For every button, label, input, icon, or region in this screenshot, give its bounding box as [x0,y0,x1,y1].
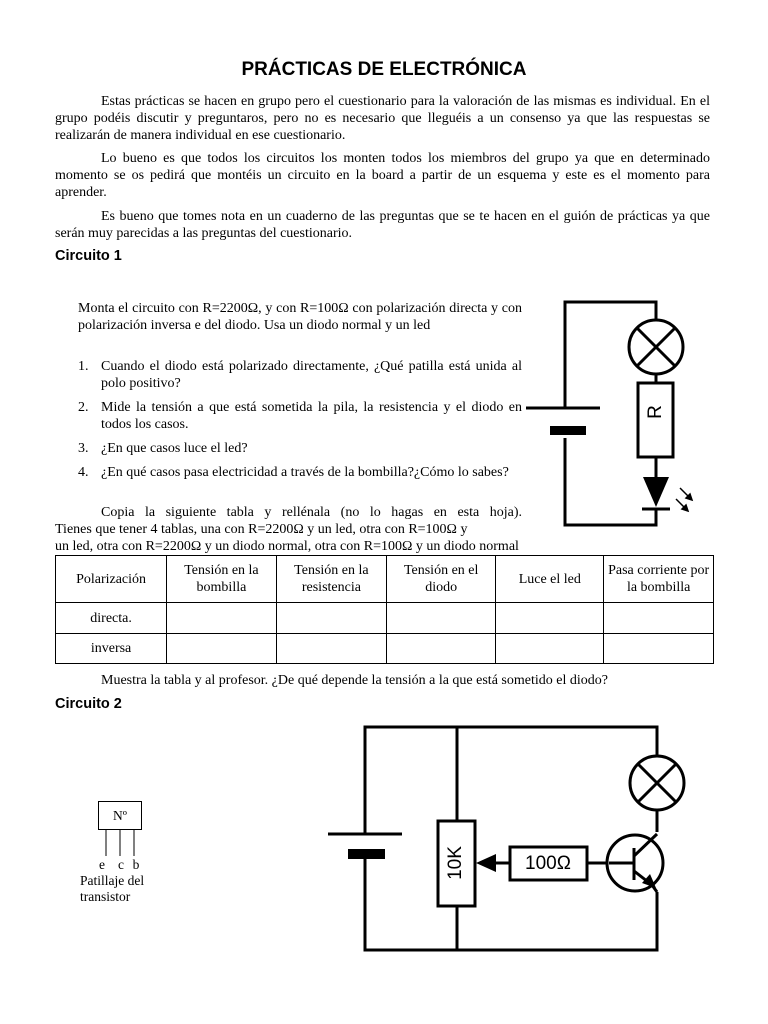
intro-paragraph-2: Lo bueno es que todos los circuitos los monten todos los miembros del grupo ya que en determinado momento se os pedirá que montéis un circuito en la board a partir de un esquema y este es el momento para aprender. [55,151,710,200]
table-cell [276,603,386,634]
circuit2-schematic [320,720,700,960]
table-header: Tensión en el diodo [387,556,496,603]
table-cell [496,603,604,634]
resistor-label: R [645,405,667,419]
table-cell: inversa [56,634,167,664]
table-header: Polarización [56,556,167,603]
question-item: 3. ¿En que casos luce el led? [78,441,248,456]
wiper-arrow-icon [476,854,496,872]
question-item: 1. Cuando el diodo está polarizado directamente, ¿Qué patilla está unida al polo positivo? [78,359,522,391]
transistor-pinout-box [98,801,142,830]
transistor-pin-leads [98,830,148,860]
circuit1-schematic [520,295,720,535]
table-header: Tensión en la resistencia [276,556,386,603]
table-row [56,603,714,634]
transistor-box-label: Nº [113,808,127,823]
table-cell: directa. [56,603,167,634]
table-cell [604,634,714,664]
copy-instruction-line-3: un led, otra con R=2200Ω y un diodo normal, otra con R=100Ω y un diodo normal [55,539,519,554]
copy-instruction-line-2: Tienes que tener 4 tablas, una con R=2200Ω y un led, otra con R=100Ω y [55,522,468,537]
resistor-100-label: 100Ω [525,853,571,875]
page-title: PRÁCTICAS DE ELECTRÓNICA [241,59,527,80]
intro-paragraph-1: Estas prácticas se hacen en grupo pero el cuestionario para la valoración de las mismas es individual. En el grupo podéis discutir y preguntaros, pero no es necesario que lleguéis a un consenso ya que las respuestas se realizarán de manera individual en ese cuestionario. [55,94,710,143]
diode-icon [643,477,669,507]
table-cell [276,634,386,664]
battery-negative-plate [550,426,586,435]
table-cell [167,634,277,664]
table-cell [387,634,496,664]
table-header: Tensión en la bombilla [167,556,277,603]
table-cell [496,634,604,664]
pin-c-label: c [118,857,124,872]
battery-negative-plate [348,849,385,859]
results-table [55,555,714,664]
circuit1-heading: Circuito 1 [55,248,122,264]
question-item: 4. ¿En qué casos pasa electricidad a través de la bombilla?¿Cómo lo sabes? [78,465,509,480]
intro-paragraph-3: Es bueno que tomes nota en un cuaderno de las preguntas que se te hacen en el guión de prácticas ya que serán muy parecidas a las preguntas del cuestionario. [55,209,710,241]
after-table-text: Muestra la tabla y al profesor. ¿De qué depende la tensión a la que está sometido el diodo? [101,673,608,688]
question-item: 2. Mide la tensión a que está sometida la pila, la resistencia y el diodo en todos los casos. [78,400,522,432]
pin-b-label: b [132,857,140,872]
table-row [56,634,714,664]
table-cell [604,603,714,634]
circuit1-questions [78,358,522,488]
circuit1-instructions: Monta el circuito con R=2200Ω, y con R=100Ω con polarización directa y con polarización inversa e del diodo. Usa un diodo normal y un led [78,301,522,333]
table-cell [387,603,496,634]
pinout-caption-line-1: Patillaje del [80,873,145,888]
pin-e-label: e [99,857,105,872]
table-cell [167,603,277,634]
circuit2-heading: Circuito 2 [55,696,122,712]
potentiometer-label: 10K [445,846,467,880]
table-header: Pasa corriente por la bombilla [604,556,714,603]
table-header: Luce el led [496,556,604,603]
copy-instruction-line-1: Copia la siguiente tabla y rellénala (no lo hagas en esta hoja). [101,505,522,520]
pinout-caption-line-2: transistor [80,889,131,904]
